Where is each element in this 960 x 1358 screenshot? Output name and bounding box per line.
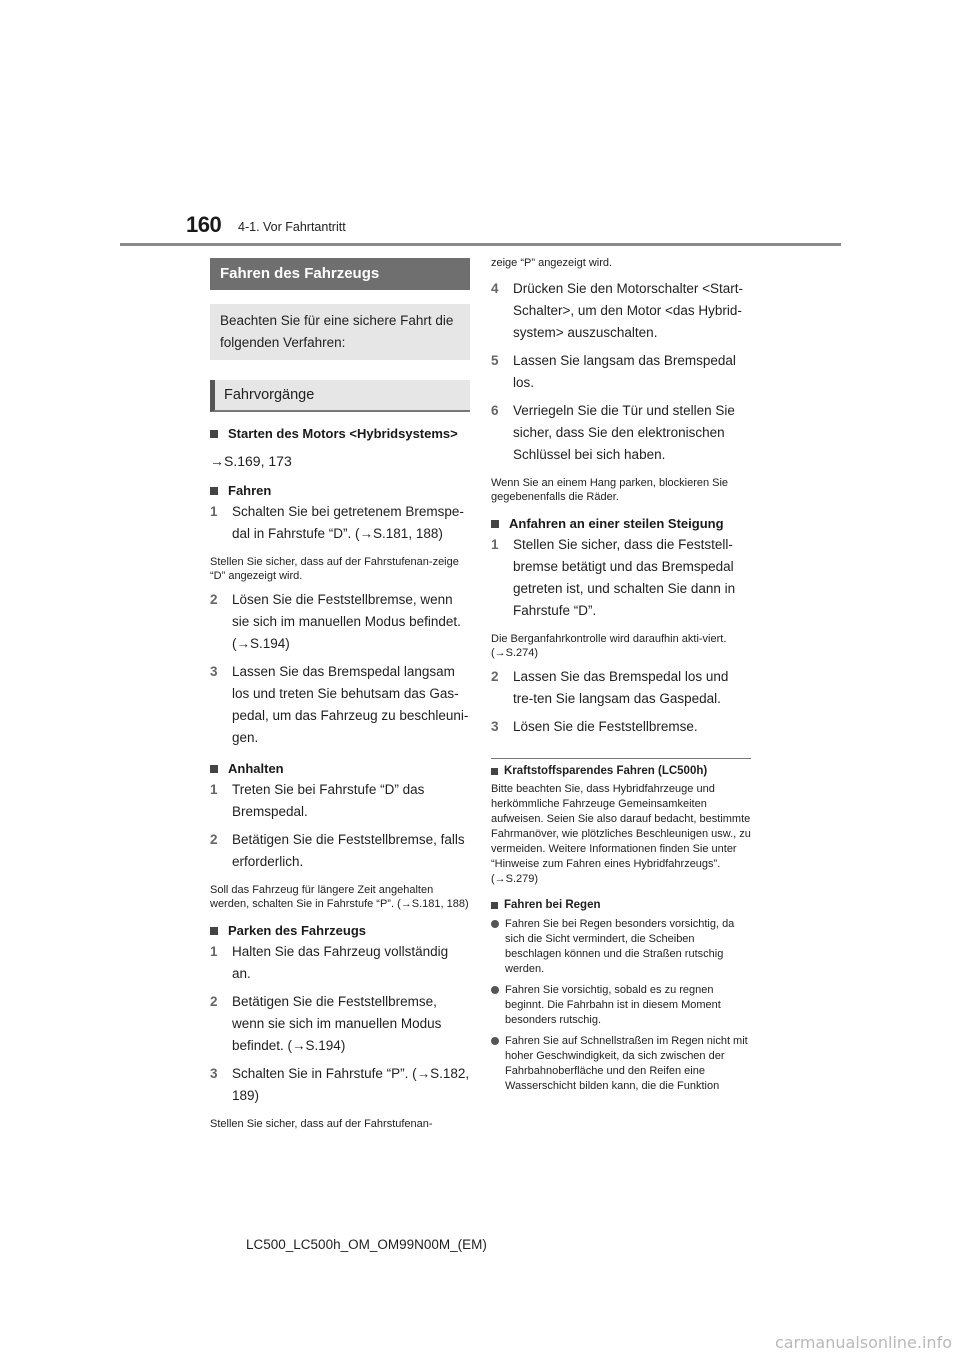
step-note: Die Berganfahrkontrolle wird daraufhin akti-viert. (→S.274) bbox=[491, 633, 727, 659]
step-note: Wenn Sie an einem Hang parken, blockieren Sie gegebenenfalls die Räder. bbox=[491, 477, 729, 503]
square-bullet-icon bbox=[491, 768, 498, 775]
section-divider bbox=[491, 758, 751, 759]
footer-code: LC500_LC500h_OM_OM99N00M_(EM) bbox=[246, 1237, 487, 1252]
topic-steigung: Anfahren an einer steilen Steigung bbox=[491, 516, 751, 531]
step-item: 4 Drücken Sie den Motorschalter <Start-Schalter>, um den Motor <das Hybrid-system> auszuschalten. bbox=[491, 281, 743, 340]
step-item: 2 Betätigen Sie die Feststellbremse, wenn sie sich im manuellen Modus befindet. (→S.194) bbox=[210, 994, 442, 1053]
left-column bbox=[210, 258, 470, 1131]
topic-regen: Fahren bei Regen bbox=[491, 899, 751, 911]
topic-starten: Starten des Motors <Hybridsystems> bbox=[210, 426, 470, 441]
dot-bullet-icon bbox=[491, 986, 499, 994]
list-item: Fahren Sie vorsichtig, sobald es zu regnen beginnt. Die Fahrbahn ist in diesem Moment besonders rutschig. bbox=[491, 983, 751, 1028]
list-item: Fahren Sie bei Regen besonders vorsichtig, da sich die Sicht vermindert, die Scheiben beschlagen können und die Straßen rutschig werden. bbox=[491, 917, 751, 977]
step-item: 6 Verriegeln Sie die Tür und stellen Sie sicher, dass Sie den elektronischen Schlüssel bei sich haben. bbox=[491, 403, 735, 462]
section-title: Fahren des Fahrzeugs bbox=[210, 258, 470, 290]
step-item: 1 Halten Sie das Fahrzeug vollständig an. bbox=[210, 944, 449, 981]
step-item: 1 Stellen Sie sicher, dass die Feststell-bremse betätigt und das Bremspedal getreten ist, und schalten Sie dann in Fahrstufe “D”. bbox=[491, 537, 736, 618]
step-item: 1 Treten Sie bei Fahrstufe “D” das Bremspedal. bbox=[210, 782, 425, 819]
right-column bbox=[491, 256, 751, 1094]
subsection-title: Fahrvorgänge bbox=[210, 380, 470, 412]
step-item: 3 Lösen Sie die Feststellbremse. bbox=[491, 719, 698, 734]
dot-bullet-icon bbox=[491, 1037, 499, 1045]
dot-bullet-icon bbox=[491, 920, 499, 928]
square-bullet-icon bbox=[210, 430, 218, 438]
topic-kraftstoff: Kraftstoffsparendes Fahren (LC500h) bbox=[491, 765, 751, 777]
step-item: 2 Betätigen Sie die Feststellbremse, falls erforderlich. bbox=[210, 832, 465, 869]
header-rule bbox=[120, 243, 841, 246]
square-bullet-icon bbox=[210, 487, 218, 495]
step-item: 2 Lösen Sie die Feststellbremse, wenn sie sich im manuellen Modus befindet. (→S.194) bbox=[210, 592, 461, 651]
step-note: Soll das Fahrzeug für längere Zeit angehalten werden, schalten Sie in Fahrstufe “P”. (→S.181, 188) bbox=[210, 884, 469, 910]
kraftstoff-text: Bitte beachten Sie, dass Hybridfahrzeuge und herkömmliche Fahrzeuge Gemeinsamkeiten aufweisen. Seien Sie also darauf bedacht, bestimmte Fahrmanöver, wie plötzliches Beschleunigen usw., zu vermeiden. Weitere Informationen finden Sie unter “Hinweise zum Fahren eines Hybridfahrzeugs”. (→S.279) bbox=[491, 783, 751, 885]
square-bullet-icon bbox=[491, 520, 499, 528]
step-item: 2 Lassen Sie das Bremspedal los und tre-ten Sie langsam das Gaspedal. bbox=[491, 669, 729, 706]
page-number: 160 bbox=[186, 212, 222, 237]
watermark: carmanualsonline.info bbox=[774, 1333, 952, 1352]
intro-box: Beachten Sie für eine sichere Fahrt die folgenden Verfahren: bbox=[210, 304, 470, 360]
step-note: Stellen Sie sicher, dass auf der Fahrstufenan-zeige “D” angezeigt wird. bbox=[210, 556, 459, 582]
step-item: 1 Schalten Sie bei getretenem Bremspe-dal in Fahrstufe “D”. (→S.181, 188) bbox=[210, 504, 464, 541]
topic-fahren: Fahren bbox=[210, 483, 470, 498]
topic-anhalten: Anhalten bbox=[210, 761, 470, 776]
topic-parken: Parken des Fahrzeugs bbox=[210, 923, 470, 938]
step-note: zeige “P” angezeigt wird. bbox=[491, 257, 613, 269]
square-bullet-icon bbox=[210, 927, 218, 935]
square-bullet-icon bbox=[210, 765, 218, 773]
topic-starten-ref: →S.169, 173 bbox=[210, 453, 292, 469]
chapter-title: 4-1. Vor Fahrtantritt bbox=[238, 220, 346, 234]
step-item: 5 Lassen Sie langsam das Bremspedal los. bbox=[491, 353, 736, 390]
square-bullet-icon bbox=[491, 902, 498, 909]
step-note: Stellen Sie sicher, dass auf der Fahrstufenan- bbox=[210, 1118, 433, 1130]
list-item: Fahren Sie auf Schnellstraßen im Regen nicht mit hoher Geschwindigkeit, da sich zwischen der Fahrbahnoberfläche und den Reifen eine Wasserschicht bilden kann, die die Funktion bbox=[491, 1034, 751, 1094]
step-item: 3 Schalten Sie in Fahrstufe “P”. (→S.182, 189) bbox=[210, 1066, 470, 1103]
step-item: 3 Lassen Sie das Bremspedal langsam los und treten Sie behutsam das Gas-pedal, um das Fahrzeug zu beschleuni-gen. bbox=[210, 664, 469, 745]
